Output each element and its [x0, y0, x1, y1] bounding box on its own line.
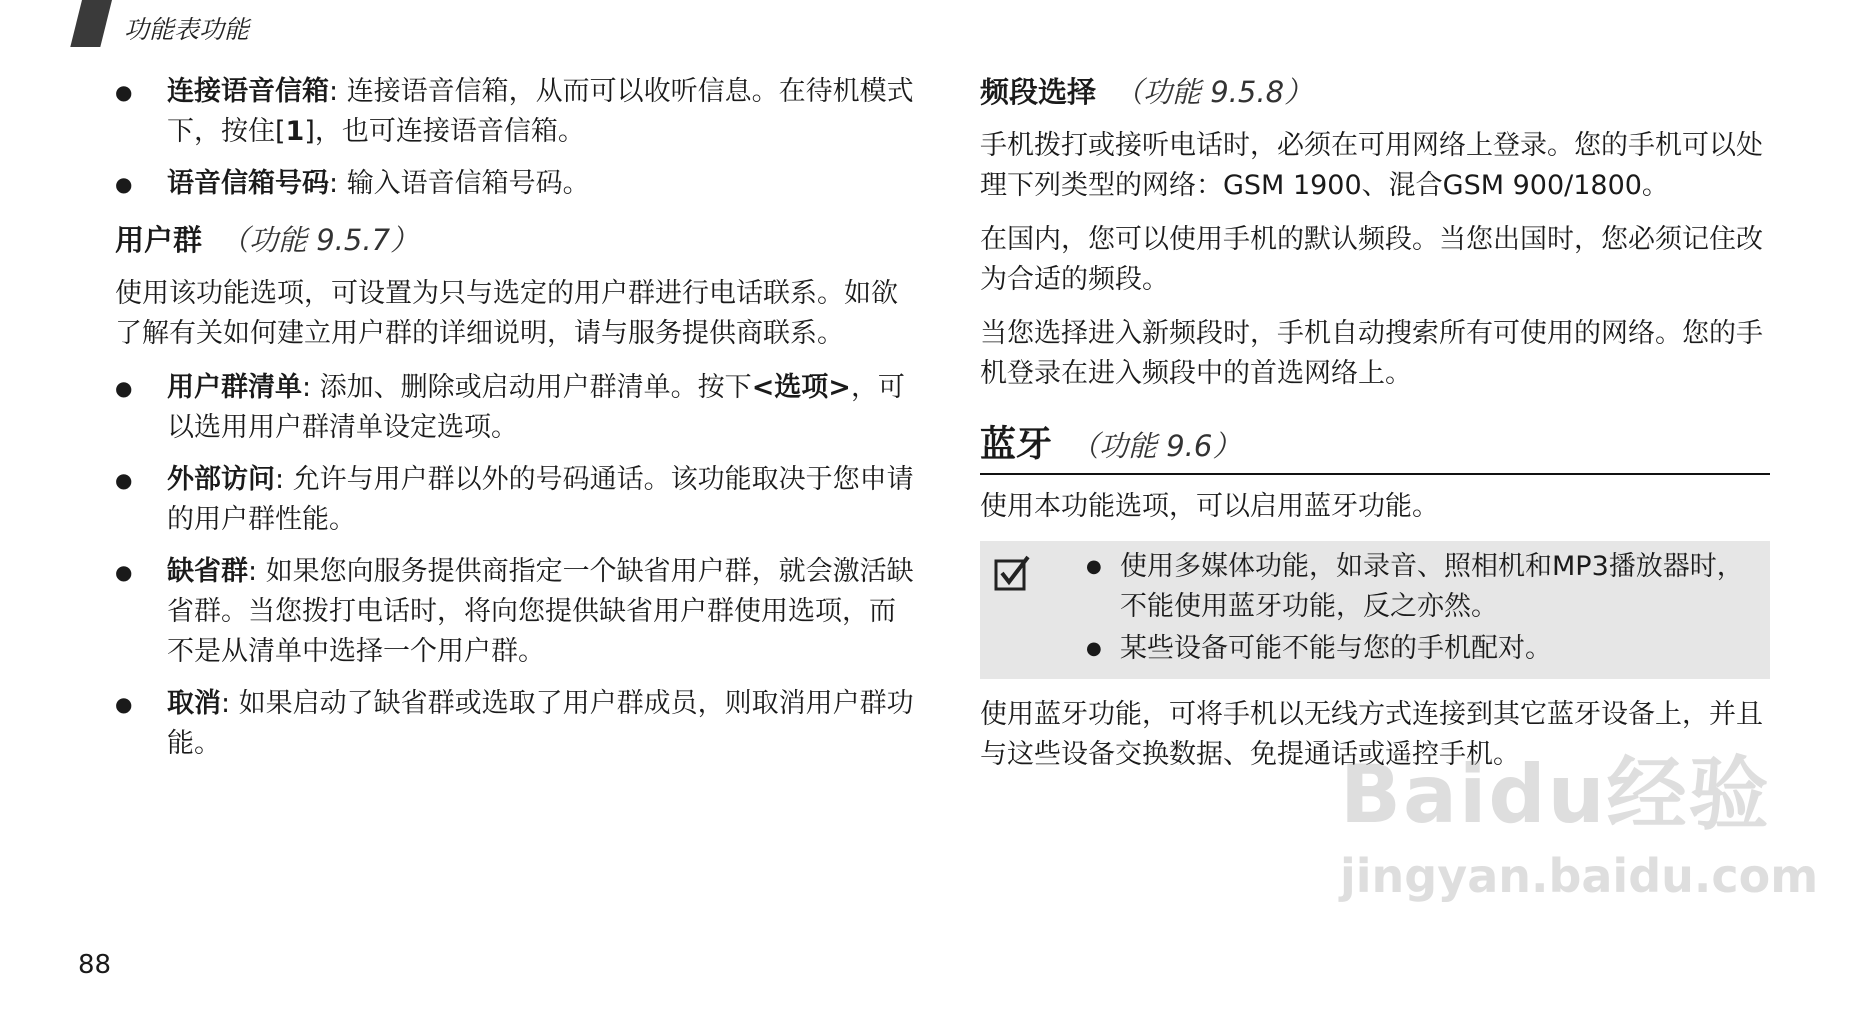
watermark-url: jingyan.baidu.com [1340, 849, 1819, 903]
note-item: ● 某些设备可能不能与您的手机配对。 [1086, 629, 1750, 669]
note-box [980, 541, 1770, 679]
key-label: 1 [285, 116, 305, 147]
item-desc: 如果您向服务提供商指定一个缺省用户群，就会激活缺省群。当您拨打电话时，将向您提供缺省用户群使用选项，而不是从清单中选择一个用户群。 [167, 556, 914, 667]
note-item: ● 使用多媒体功能，如录音、照相机和MP3播放器时，不能使用蓝牙功能，反之亦然。 [1086, 547, 1750, 627]
item-term: 取消 [167, 688, 221, 719]
item-term: 连接语音信箱 [167, 76, 329, 107]
item-term: 外部访问 [167, 464, 275, 495]
section-title: 用户群 [115, 223, 203, 257]
section-paragraph: 使用该功能选项，可设置为只与选定的用户群进行电话联系。如欲了解有关如何建立用户群的详细说明，请与服务提供商联系。 [115, 278, 898, 349]
section-paragraph: 手机拨打或接听电话时，必须在可用网络上登录。您的手机可以处理下列类型的网络：GSM 1900、混合GSM 900/1800。 [980, 130, 1763, 201]
left-column [115, 72, 915, 776]
section-heading [115, 220, 915, 260]
watermark [1340, 730, 1819, 950]
note-list [1086, 547, 1750, 669]
watermark-brand: Baidu经验 [1340, 748, 1771, 841]
item-separator: : [221, 688, 239, 719]
section-title: 蓝牙 [980, 424, 1053, 465]
list-item [115, 684, 915, 764]
item-separator: : [248, 556, 266, 587]
item-desc: 连接语音信箱，从而可以收听信息。在待机模式下，按住[ [167, 76, 914, 147]
list-item [115, 368, 915, 448]
item-separator: : [275, 464, 293, 495]
item-separator: : [302, 372, 320, 403]
section-paragraph: 使用蓝牙功能，可将手机以无线方式连接到其它蓝牙设备上，并且与这些设备交换数据、免提通话或遥控手机。 [980, 699, 1763, 770]
right-column [980, 72, 1770, 789]
item-desc: ]，也可连接语音信箱。 [304, 116, 585, 147]
list-item [115, 164, 915, 204]
list-item [115, 460, 915, 540]
section-heading [980, 72, 1770, 112]
header-title: 功能表功能 [124, 15, 250, 44]
item-term: 语音信箱号码 [167, 168, 329, 199]
item-desc: ，可以选用用户群清单设定选项。 [167, 372, 905, 443]
section-func-number: （功能 9.5.7） [220, 223, 420, 257]
section-func-number: （功能 9.6） [1070, 429, 1242, 463]
group-options-list [115, 368, 915, 764]
item-desc: 输入语音信箱号码。 [346, 168, 590, 199]
list-item [115, 552, 915, 672]
section-title: 频段选择 [980, 75, 1097, 109]
item-separator: : [329, 76, 347, 107]
section-paragraph: 使用本功能选项，可以启用蓝牙功能。 [980, 491, 1439, 522]
item-separator: : [329, 168, 347, 199]
header-bar [70, 0, 112, 47]
list-item [115, 72, 915, 152]
section-paragraph: 在国内，您可以使用手机的默认频段。当您出国时，您必须记住改为合适的频段。 [980, 224, 1763, 295]
item-desc: 允许与用户群以外的号码通话。该功能取决于您申请的用户群性能。 [167, 464, 914, 535]
item-term: 用户群清单 [167, 372, 302, 403]
item-desc: 添加、删除或启动用户群清单。按下 [319, 372, 752, 403]
checkbox-check-icon [994, 555, 1030, 591]
item-desc: 如果启动了缺省群或选取了用户群成员，则取消用户群功能。 [167, 688, 914, 759]
softkey-label: <选项> [751, 372, 851, 403]
item-term: 缺省群 [167, 556, 248, 587]
page-number: 88 [78, 950, 112, 980]
section-func-number: （功能 9.5.8） [1114, 75, 1314, 109]
section-paragraph: 当您选择进入新频段时，手机自动搜索所有可使用的网络。您的手机登录在进入频段中的首选网络上。 [980, 318, 1763, 389]
voicemail-list [115, 72, 915, 204]
bluetooth-heading [980, 422, 1770, 475]
